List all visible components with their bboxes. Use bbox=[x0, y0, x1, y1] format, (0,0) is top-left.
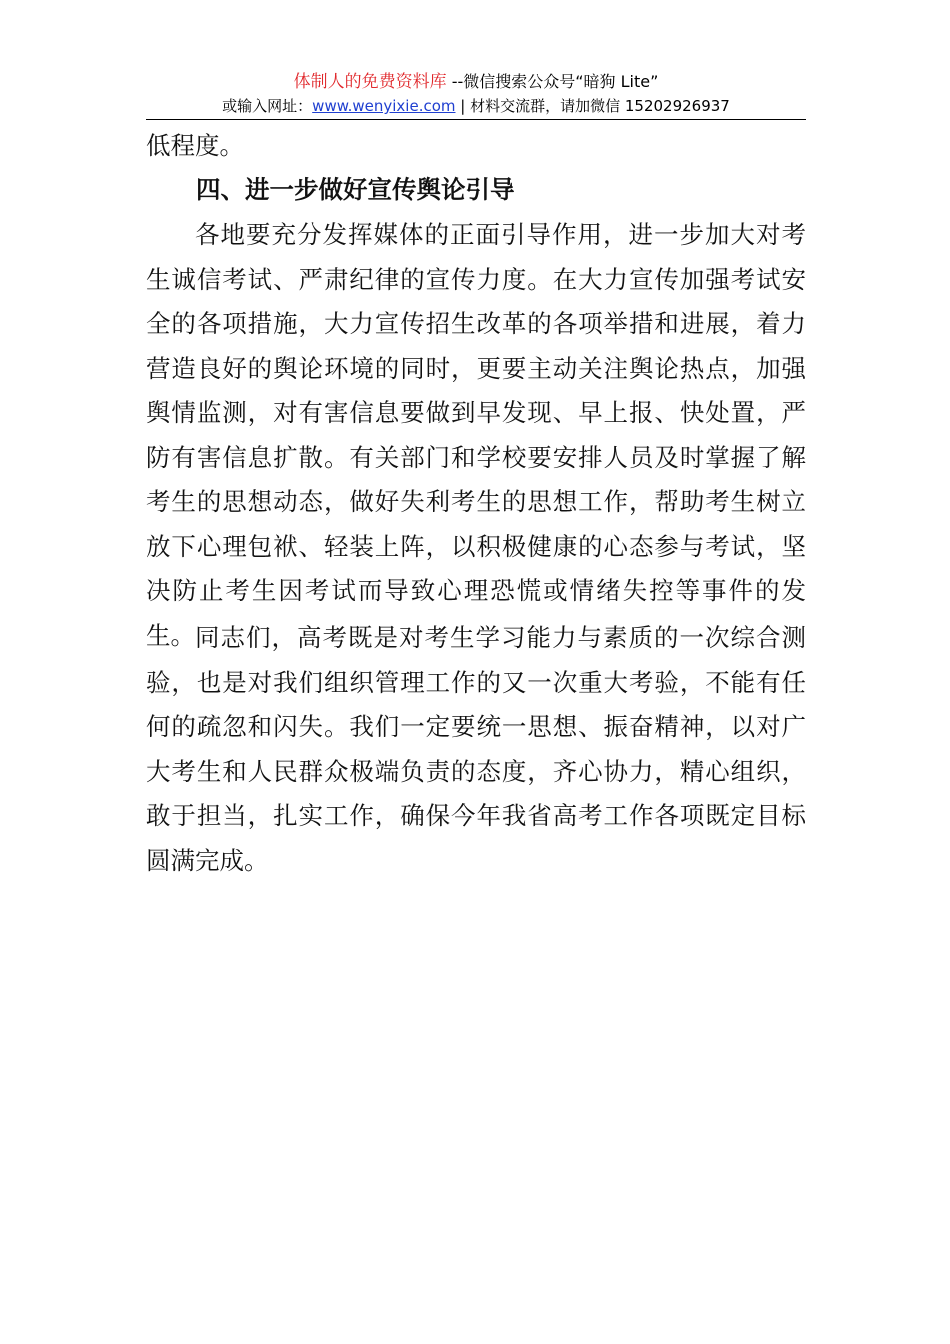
continued-text-fragment: 低程度。 bbox=[146, 131, 244, 160]
body-paragraph: 各地要充分发挥媒体的正面引导作用，进一步加大对考生诚信考试、严肃纪律的宣传力度。在大力宣传加强考试安全的各项措施，大力宣传招生改革的各项举措和进展，着力营造良好的舆论环境的同时，更要主动关注舆论热点，加强舆情监测，对有害信息要做到早发现、早上报、快处置，严防有害信息扩散。有关部门和学校要安排人员及时掌握了解考生的思想动态，做好失利考生的思想工作，帮助考生树立放下心理包袱、轻装上阵，以积极健康的心态参与考试，坚决防止考生因考试而导致心理恐慌或情绪失控等事件的发生。 bbox=[146, 220, 806, 650]
url-prefix: 或输入网址： bbox=[222, 97, 313, 115]
header-divider bbox=[146, 119, 806, 120]
header-promo-line bbox=[146, 70, 806, 94]
contact-info: 材料交流群，请加微信 15202926937 bbox=[470, 97, 730, 115]
body-paragraph: 同志们，高考既是对考生学习能力与素质的一次综合测验，也是对我们组织管理工作的又一次重大考验，不能有任何的疏忽和闪失。我们一定要统一思想、振奋精神，以对广大考生和人民群众极端负责的态度，齐心协力，精心组织，敢于担当，扎实工作，确保今年我省高考工作各项既定目标圆满完成。 bbox=[146, 623, 806, 875]
website-link[interactable]: www.wenyixie.com bbox=[312, 97, 456, 115]
header-tagline: --微信搜索公众号“暗狗 Lite” bbox=[446, 72, 659, 91]
header-contact-line bbox=[146, 95, 806, 117]
brand-name: 体制人的免费资料库 bbox=[293, 72, 447, 92]
header-separator: | bbox=[455, 97, 471, 115]
section-heading: 四、进一步做好宣传舆论引导 bbox=[196, 175, 515, 204]
